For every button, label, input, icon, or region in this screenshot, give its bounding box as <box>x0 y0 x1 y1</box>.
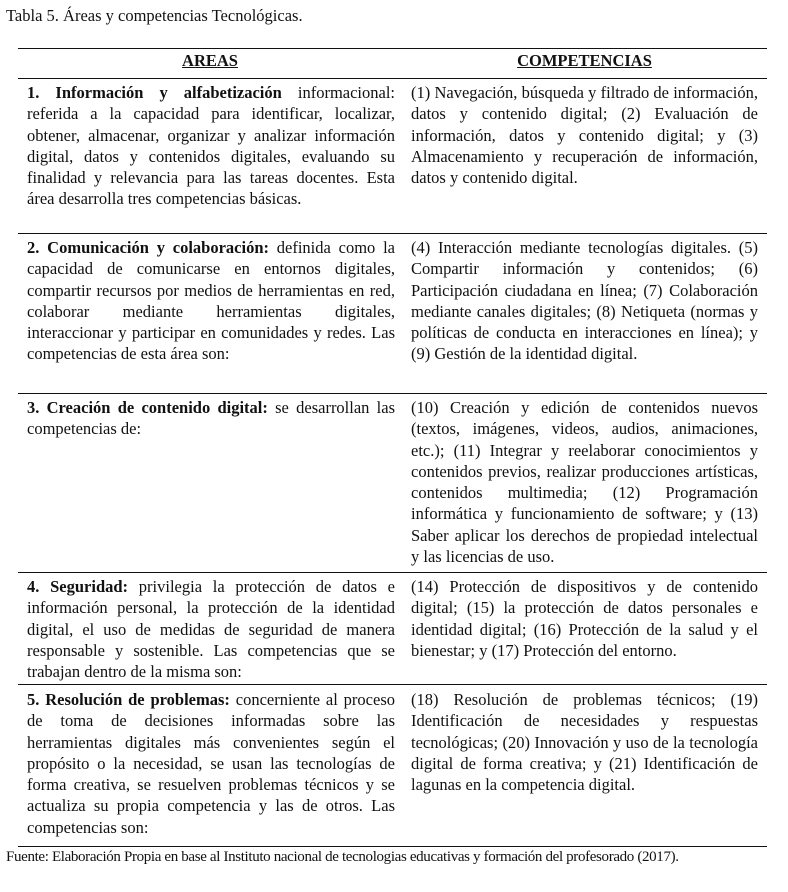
area-description: privilegia la protección de datos e información personal, la protección de la identidad digital, el uso de medidas de seguridad de manera responsable y sostenible. Las competencias que se trabajan dentro de la misma son: <box>27 577 396 682</box>
row-divider <box>18 393 767 394</box>
area-description: se desarrollan las competencias de: <box>27 398 396 439</box>
table-row-competencias-4: (14) Protección de dispositivos y de contenido digital; (15) la protección de datos personales e identidad digital; (16) Protección de la salud y el bienestar; y (17) Protección del entorno. <box>411 577 758 660</box>
row-divider <box>18 684 767 685</box>
area-description: informacional: referida a la capacidad para identificar, localizar, obtener, almacenar, organizar y analizar información digital, datos y contenidos digitales, evaluando su finalidad y relevancia para las tareas docentes. Esta área desarrolla tres competencias básicas. <box>27 83 396 209</box>
table-row-area-5 <box>27 689 395 838</box>
table-row-competencias-1: (1) Navegación, búsqueda y filtrado de información, datos y contenido digital; (2) Evaluación de información, datos y contenido digital; y (3) Almacenamiento y recuperación de información, datos y contenido digital. <box>411 83 758 188</box>
table-row-area-3 <box>27 397 395 440</box>
table-row-area-4 <box>27 576 395 682</box>
header-bottom-rule <box>18 78 767 79</box>
area-description: concerniente al proceso de toma de decisiones informadas sobre las herramientas digitales más convenientes según el propósito o la necesidad, se usan las tecnologías de forma creativa, se resuelven problemas técnicos y se actualiza su propia competencia y las de otros. Las competencias son: <box>27 690 395 837</box>
table-row-competencias-2: (4) Interacción mediante tecnologías digitales. (5) Compartir información y contenidos; (6) Participación ciudadana en línea; (7) Colaboración mediante canales digitales; (8) Netiqueta (normas y políticas de conducta en interacciones en línea); y (9) Gestión de la identidad digital. <box>411 238 758 364</box>
row-divider <box>18 233 767 234</box>
table-row-competencias-5: (18) Resolución de problemas técnicos; (19) Identificación de necesidades y respuestas tecnológicas; (20) Innovación y uso de la tecnología digital de forma creativa; y (21) Identificación de lagunas en la competencia digital. <box>411 690 758 795</box>
table-row-area-2 <box>27 237 395 365</box>
area-title: 2. Comunicación y colaboración: <box>27 238 269 257</box>
table-row-competencias-3: (10) Creación y edición de contenidos nuevos (textos, imágenes, videos, audios, animaciones, etc.); (11) Integrar y reelaborar conocimientos y contenidos previos, realizar producciones artísticas, contenidos multimedia; (12) Programación informática y funcionamiento de software; y (13) Saber aplicar los derechos de propiedad intelectual y las licencias de uso. <box>411 398 758 567</box>
source-footnote: Fuente: Elaboración Propia en base al Instituto nacional de tecnologias educativas y formación del profesorado (2017). <box>6 849 679 865</box>
table-top-rule <box>18 48 767 49</box>
table-row-area-1 <box>27 82 395 210</box>
row-divider <box>18 572 767 573</box>
table-bottom-rule <box>18 846 767 847</box>
area-title: 4. Seguridad: <box>27 577 129 596</box>
column-header-areas: AREAS <box>182 51 238 70</box>
area-title: 5. Resolución de problemas: <box>27 690 230 709</box>
column-header-competencias: COMPETENCIAS <box>517 51 652 70</box>
area-description: definida como la capacidad de comunicarse en entornos digitales, compartir recursos por medios de herramientas en red, colaborar mediante herramientas digitales, interaccionar y participar en comunidades y redes. Las competencias de esta área son: <box>27 238 395 364</box>
table-caption: Tabla 5. Áreas y competencias Tecnológicas. <box>6 6 303 25</box>
area-title: 3. Creación de contenido digital: <box>27 398 268 417</box>
area-title: 1. Información y alfabetización <box>27 83 282 102</box>
